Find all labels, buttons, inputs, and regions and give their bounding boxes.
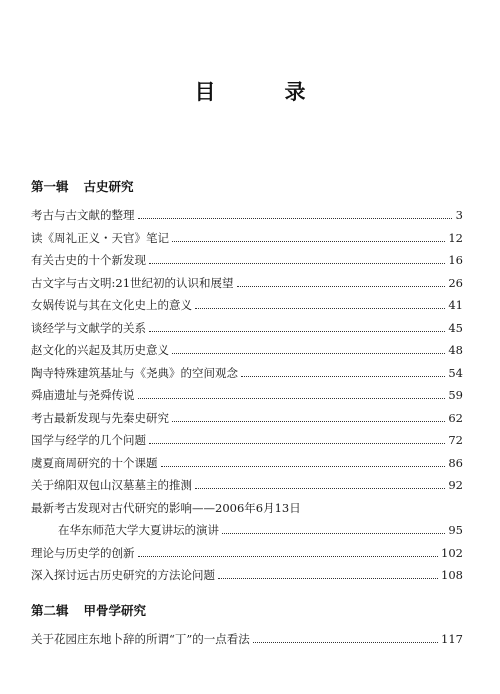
entry-title: 有关古史的十个新发现	[31, 253, 146, 267]
leader-spacer	[304, 511, 452, 512]
entry-title: 女娲传说与其在文化史上的意义	[31, 298, 192, 312]
entry-page: 117	[441, 632, 463, 646]
leader-dots	[172, 352, 445, 354]
leader-dots	[138, 397, 446, 399]
leader-dots	[195, 307, 445, 309]
toc-entry-continuation[interactable]	[58, 519, 463, 537]
entry-page: 12	[448, 231, 463, 245]
entry-page: 108	[441, 568, 463, 582]
entry-page: 3	[455, 208, 463, 222]
entry-page: 62	[448, 411, 463, 425]
leader-dots	[222, 532, 445, 534]
leader-dots	[218, 577, 438, 579]
entry-title: 考古与古文献的整理	[31, 208, 135, 222]
page-title: 目 录	[194, 80, 330, 104]
toc-entry[interactable]	[31, 294, 463, 312]
toc-entry[interactable]	[31, 384, 463, 402]
entry-title: 舜庙遗址与尧舜传说	[31, 388, 135, 402]
entry-title: 陶寺特殊建筑基址与《尧典》的空间观念	[31, 366, 238, 380]
entry-page: 95	[448, 523, 463, 537]
leader-dots	[149, 330, 445, 332]
leader-dots	[253, 641, 438, 643]
entry-title: 考古最新发现与先秦史研究	[31, 411, 169, 425]
section-number: 第二辑	[31, 603, 69, 618]
leader-dots	[149, 442, 445, 444]
leader-dots	[172, 240, 445, 242]
entry-title: 古文字与古文明:21世纪初的认识和展望	[31, 276, 234, 290]
entry-page: 102	[441, 546, 463, 560]
toc-entry[interactable]	[31, 474, 463, 492]
toc-entry[interactable]	[31, 542, 463, 560]
toc-entry[interactable]	[31, 407, 463, 425]
toc-entry[interactable]	[31, 227, 463, 245]
section-name: 甲骨学研究	[83, 603, 147, 618]
toc-entry[interactable]	[31, 628, 463, 646]
toc-entry[interactable]	[31, 564, 463, 582]
toc-entry[interactable]	[31, 339, 463, 357]
entry-page: 48	[448, 343, 463, 357]
leader-dots	[237, 285, 446, 287]
section-heading-1	[31, 177, 134, 195]
section-number: 第一辑	[31, 179, 69, 194]
entry-page: 72	[448, 433, 463, 447]
toc-entry[interactable]	[31, 362, 463, 380]
entry-title: 国学与经学的几个问题	[31, 433, 146, 447]
entry-title: 在华东师范大学大夏讲坛的演讲	[58, 523, 219, 537]
section-name: 古史研究	[83, 179, 134, 194]
entry-page: 92	[448, 478, 463, 492]
section-heading-2	[31, 601, 146, 619]
entry-title: 关于花园庄东地卜辞的所谓“丁”的一点看法	[31, 632, 250, 646]
toc-entry[interactable]	[31, 452, 463, 470]
toc-entry[interactable]	[31, 497, 463, 515]
entry-title: 最新考古发现对古代研究的影响——2006年6月13日	[31, 501, 301, 515]
entry-title: 虞夏商周研究的十个课题	[31, 456, 158, 470]
entry-title: 读《周礼正义・天官》笔记	[31, 231, 169, 245]
toc-entry[interactable]	[31, 272, 463, 290]
toc-entry[interactable]	[31, 204, 463, 222]
entry-page: 86	[448, 456, 463, 470]
entry-title: 赵文化的兴起及其历史意义	[31, 343, 169, 357]
toc-entry[interactable]	[31, 317, 463, 335]
leader-dots	[241, 375, 445, 377]
toc-entry[interactable]	[31, 249, 463, 267]
entry-page: 26	[448, 276, 463, 290]
leader-dots	[149, 262, 445, 264]
entry-title: 理论与历史学的创新	[31, 546, 135, 560]
leader-dots	[195, 487, 445, 489]
entry-page: 16	[448, 253, 463, 267]
entry-page: 41	[448, 298, 463, 312]
leader-dots	[138, 555, 439, 557]
entry-title: 关于绵阳双包山汉墓墓主的推测	[31, 478, 192, 492]
entry-page: 45	[448, 321, 463, 335]
leader-dots	[161, 465, 446, 467]
entry-page: 59	[448, 388, 463, 402]
leader-dots	[138, 217, 453, 219]
leader-dots	[172, 420, 445, 422]
entry-title: 谈经学与文献学的关系	[31, 321, 146, 335]
entry-page: 54	[448, 366, 463, 380]
entry-title: 深入探讨远古历史研究的方法论问题	[31, 568, 215, 582]
toc-entry[interactable]	[31, 429, 463, 447]
